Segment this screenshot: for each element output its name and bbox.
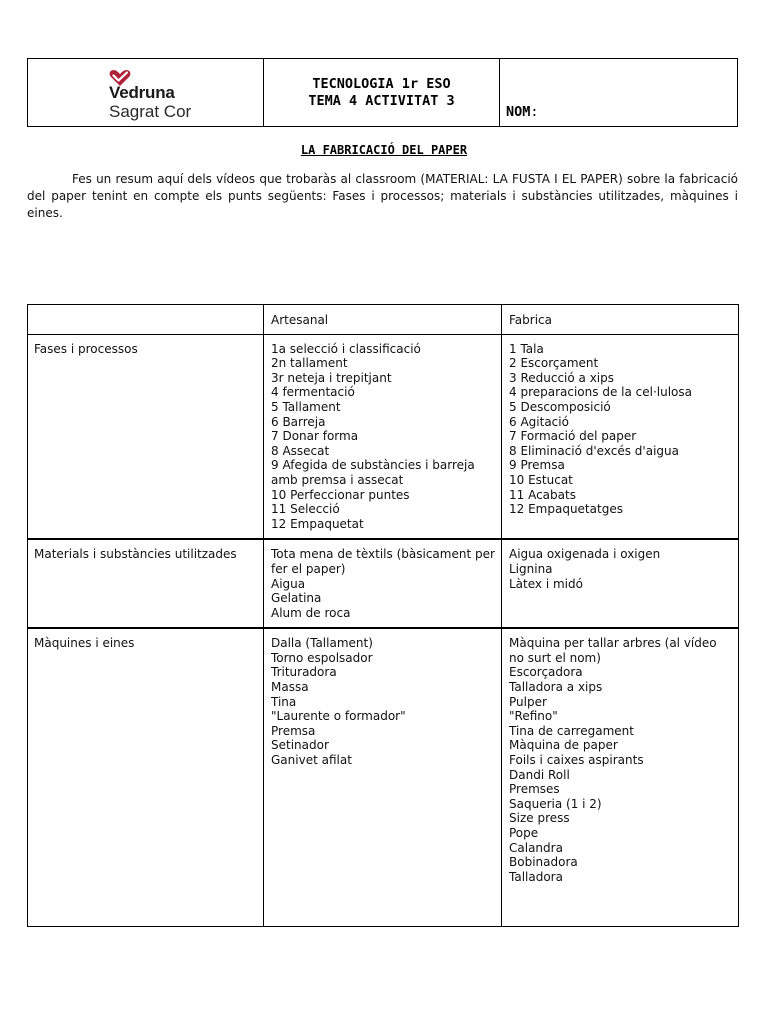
cell-materials-artesanal[interactable] <box>264 539 502 628</box>
list-item: Talladora <box>509 869 563 884</box>
list-item: 9 Premsa <box>509 458 565 473</box>
column-header-fabrica: Fabrica <box>502 305 739 335</box>
list-item: 10 Estucat <box>509 472 573 487</box>
list-item: Tina de carregament <box>509 723 634 738</box>
list-item: 2 Escorçament <box>509 356 599 371</box>
logo-cell <box>28 59 264 126</box>
list-item: Saqueria (1 i 2) <box>509 796 602 811</box>
list-item: 9 Afegida de substàncies i barreja amb premsa i assecat <box>271 458 479 487</box>
list-item: 8 Eliminació d'excés d'aigua <box>509 443 679 458</box>
cell-materials-fabrica[interactable] <box>502 539 739 628</box>
list-item: Aigua oxigenada i oxigen <box>509 547 661 562</box>
summary-table <box>27 304 739 927</box>
intro-paragraph: Fes un resum aquí dels vídeos que trobaràs al classroom (MATERIAL: LA FUSTA I EL PAPER) sobre la fabricació del paper tenint en compte els punts següents: Fases i processos; materials i substàncies utilitzades, màquines i eines. <box>27 172 738 220</box>
list-item: 3r neteja i trepitjant <box>271 370 392 385</box>
list-item: Tina <box>271 694 297 709</box>
logo-brand: Vedruna <box>109 83 175 102</box>
list-item: Aigua <box>271 576 306 591</box>
table-header-row <box>28 305 739 335</box>
list-item: Size press <box>509 811 570 826</box>
list-item: "Laurente o formador" <box>271 709 406 724</box>
list-item: Ganivet afilat <box>271 753 352 768</box>
list-item: Escorçadora <box>509 665 583 680</box>
cell-maquines-artesanal[interactable] <box>264 628 502 927</box>
course-title <box>264 76 499 110</box>
list-item: Tota mena de tèxtils (bàsicament per fer el paper) <box>271 547 499 576</box>
table-row <box>28 628 739 927</box>
table-row <box>28 539 739 628</box>
course-line-1: TECNOLOGIA 1r ESO <box>312 76 451 92</box>
list-item: 11 Acabats <box>509 487 576 502</box>
header-table <box>27 58 738 127</box>
list-item: Calandra <box>509 840 563 855</box>
list-item: Pulper <box>509 694 547 709</box>
list-item: Gelatina <box>271 591 322 606</box>
list-item: Premsa <box>271 723 316 738</box>
name-label: NOM: <box>506 104 539 120</box>
list-item: 3 Reducció a xips <box>509 370 615 385</box>
course-line-2: TEMA 4 ACTIVITAT 3 <box>308 93 455 109</box>
list-item: 1 Tala <box>509 341 544 356</box>
list-item: Torno espolsador <box>271 650 373 665</box>
list-item: Dandi Roll <box>509 767 570 782</box>
list-item: 7 Formació del paper <box>509 429 637 444</box>
list-item: Pope <box>509 826 539 840</box>
list-item: Alum de roca <box>271 605 351 620</box>
list-item: 1a selecció i classificació <box>271 341 421 356</box>
list-item: 12 Empaquetatges <box>509 502 623 517</box>
list-item: 10 Perfeccionar puntes <box>271 487 410 502</box>
row-label-fases: Fases i processos <box>28 334 264 539</box>
cell-maquines-fabrica[interactable] <box>502 628 739 927</box>
list-item: 7 Donar forma <box>271 429 359 444</box>
logo-school: Sagrat Cor <box>109 102 192 121</box>
list-item: 8 Assecat <box>271 443 330 458</box>
list-item: 4 fermentació <box>271 385 355 400</box>
column-header-artesanal: Artesanal <box>264 305 502 335</box>
list-item: 5 Descomposició <box>509 399 611 414</box>
course-cell <box>264 59 500 126</box>
cell-fases-artesanal[interactable] <box>264 334 502 539</box>
table-header-empty <box>28 305 264 335</box>
list-item: 4 preparacions de la cel·lulosa <box>509 385 692 400</box>
cell-fases-fabrica[interactable] <box>502 334 739 539</box>
name-cell[interactable] <box>500 59 737 126</box>
list-item: Làtex i midó <box>509 576 583 591</box>
list-item: 5 Tallament <box>271 399 341 414</box>
list-item: 11 Selecció <box>271 502 340 517</box>
list-item: 6 Agitació <box>509 414 569 429</box>
list-item: Setinador <box>271 738 329 753</box>
document-title: LA FABRICACIÓ DEL PAPER <box>300 143 468 157</box>
list-item: Bobinadora <box>509 855 578 870</box>
list-item: Foils i caixes aspirants <box>509 753 644 768</box>
list-item: 6 Barreja <box>271 414 326 429</box>
list-item: "Refino" <box>509 709 558 724</box>
list-item: Màquina de paper <box>509 738 618 753</box>
list-item: Màquina per tallar arbres (al vídeo no surt el nom) <box>509 636 721 665</box>
table-row <box>28 334 739 539</box>
list-item: 12 Empaquetat <box>271 516 364 531</box>
list-item: Dalla (Tallament) <box>271 636 373 651</box>
list-item: Talladora a xips <box>509 680 603 695</box>
list-item: 2n tallament <box>271 356 348 371</box>
list-item: Massa <box>271 680 309 695</box>
row-label-materials: Materials i substàncies utilitzades <box>28 539 264 628</box>
row-label-maquines: Màquines i eines <box>28 628 264 927</box>
list-item: Lignina <box>509 561 553 576</box>
list-item: Trituradora <box>271 665 337 680</box>
list-item: Premses <box>509 782 560 797</box>
